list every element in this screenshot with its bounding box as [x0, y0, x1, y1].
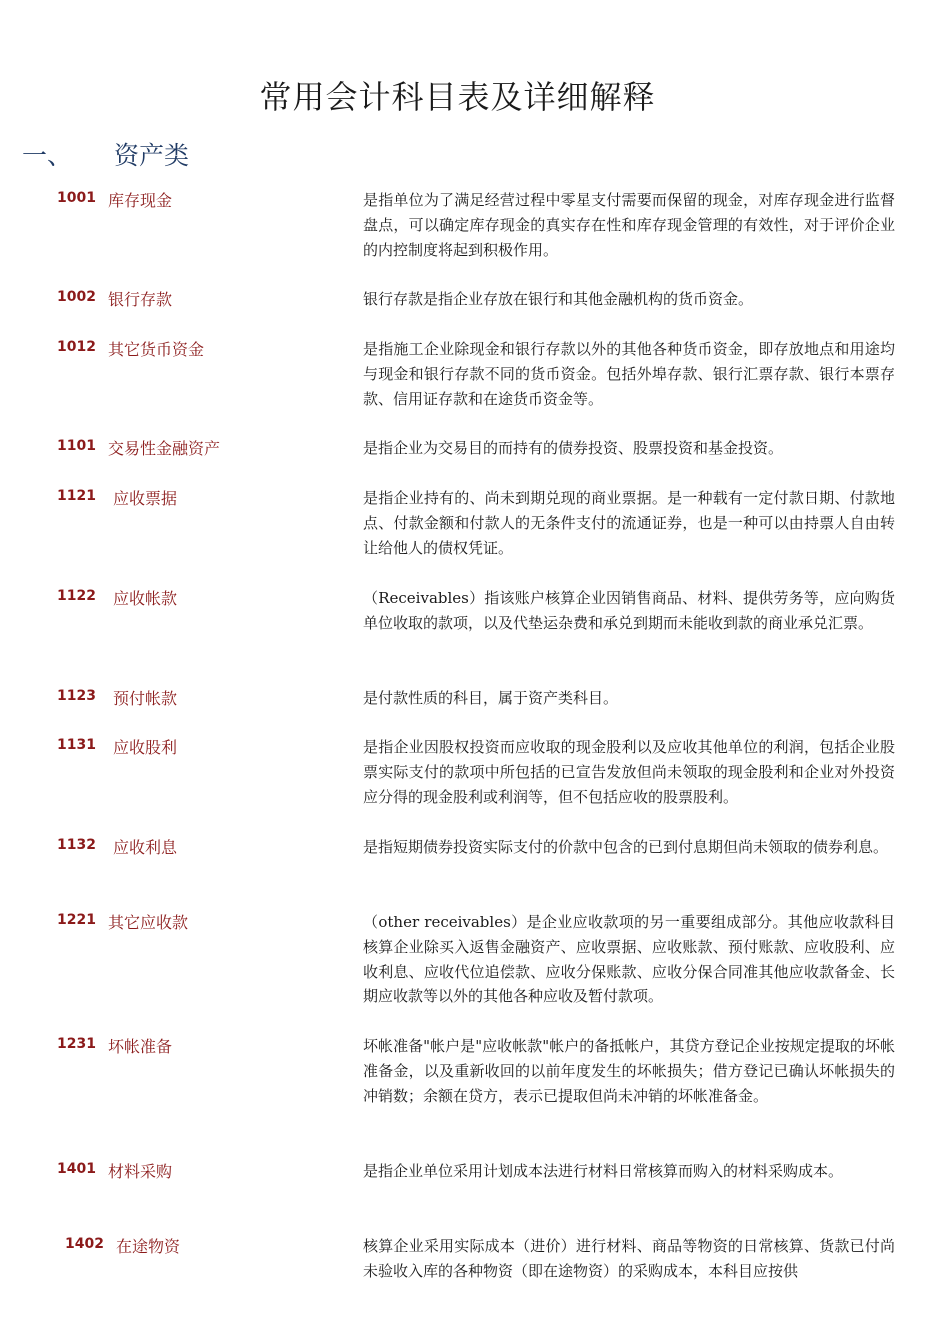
account-name: 应收票据: [113, 489, 178, 508]
account-description: （Receivables）指该账户核算企业因销售商品、材料、提供劳务等，应向购货单位收取的款项，以及代垫运杂费和承兑到期而未能收到款的商业承兑汇票。: [363, 589, 895, 632]
section-number: 一、: [22, 141, 73, 170]
account-description: 是指企业为交易目的而持有的债券投资、股票投资和基金投资。: [363, 439, 784, 457]
account-code: 1122: [57, 588, 96, 604]
account-code: 1401: [57, 1161, 96, 1177]
account-name: 预付帐款: [113, 689, 178, 708]
account-name: 应收帐款: [113, 589, 178, 608]
account-description: 是付款性质的科目，属于资产类科目。: [363, 689, 619, 707]
account-code: 1231: [57, 1036, 96, 1052]
account-code: 1001: [57, 190, 96, 206]
account-description: 是指施工企业除现金和银行存款以外的其他各种货币资金，即存放地点和用途均与现金和银行存款不同的货币资金。包括外埠存款、银行汇票存款、银行本票存款、信用证存款和在途货币资金等。: [363, 340, 895, 408]
account-name: 其它货币资金: [108, 340, 205, 359]
account-code: 1131: [57, 737, 96, 753]
account-name: 交易性金融资产: [108, 439, 221, 458]
account-name: 其它应收款: [108, 913, 189, 932]
section-label: 资产类: [114, 141, 190, 170]
account-code: 1002: [57, 289, 96, 305]
page-title: 常用会计科目表及详细解释: [259, 78, 656, 116]
account-description: 是指企业单位采用计划成本法进行材料日常核算而购入的材料采购成本。: [363, 1162, 844, 1180]
account-name: 应收股利: [113, 738, 178, 757]
account-code: 1123: [57, 688, 96, 704]
account-description: 银行存款是指企业存放在银行和其他金融机构的货币资金。: [363, 290, 754, 308]
account-code: 1221: [57, 912, 96, 928]
account-description: 坏帐准备"帐户是"应收帐款"帐户的备抵帐户，其贷方登记企业按规定提取的坏帐准备金，以及重新收回的以前年度发生的坏帐损失；借方登记已确认坏帐损失的冲销数；余额在贷方，表示已提取但尚未冲销的坏帐准备金。: [363, 1037, 895, 1105]
account-name: 银行存款: [108, 290, 173, 309]
account-code: 1121: [57, 488, 96, 504]
account-description: 是指企业持有的、尚未到期兑现的商业票据。是一种载有一定付款日期、付款地点、付款金额和付款人的无条件支付的流通证券，也是一种可以由持票人自由转让给他人的债权凭证。: [363, 489, 895, 557]
account-description: 核算企业采用实际成本（进价）进行材料、商品等物资的日常核算、货款已付尚未验收入库的各种物资（即在途物资）的采购成本，本科目应按供: [363, 1237, 895, 1280]
account-name: 在途物资: [116, 1237, 181, 1256]
account-description: 是指单位为了满足经营过程中零星支付需要而保留的现金，对库存现金进行监督盘点，可以确定库存现金的真实存在性和库存现金管理的有效性，对于评价企业的内控制度将起到积极作用。: [363, 191, 895, 259]
account-name: 坏帐准备: [108, 1037, 173, 1056]
account-name: 应收利息: [113, 838, 178, 857]
account-code: 1101: [57, 438, 96, 454]
account-code: 1402: [65, 1236, 104, 1252]
account-code: 1132: [57, 837, 96, 853]
account-code: 1012: [57, 339, 96, 355]
section-heading: [22, 136, 189, 172]
account-description: 是指短期债券投资实际支付的价款中包含的已到付息期但尚未领取的债券利息。: [363, 838, 889, 856]
account-description: （other receivables）是企业应收款项的另一重要组成部分。其他应收款科目核算企业除买入返售金融资产、应收票据、应收账款、预付账款、应收股利、应收利息、应收代位追偿款、应收分保账款、应收分保合同准其他应收款备金、长期应收款等以外的其他各种应收及暂付款项。: [363, 913, 895, 1006]
account-name: 库存现金: [108, 191, 173, 210]
account-name: 材料采购: [108, 1162, 173, 1181]
account-description: 是指企业因股权投资而应收取的现金股利以及应收其他单位的利润，包括企业股票实际支付的款项中所包括的已宣告发放但尚未领取的现金股利和企业对外投资应分得的现金股利或利润等，但不包括应收的股票股利。: [363, 738, 895, 806]
